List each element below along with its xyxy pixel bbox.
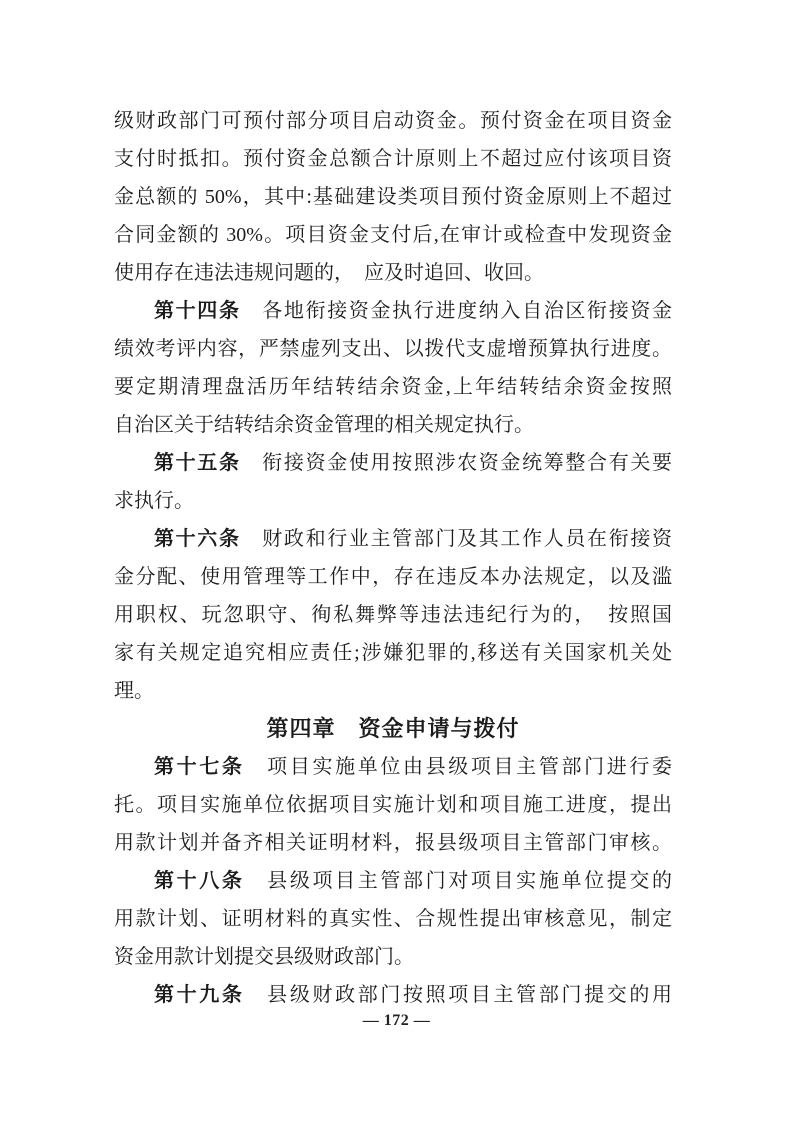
article-number: 第十五条 [154, 452, 241, 474]
text-line: 支付时抵扣。预付资金总额合计原则上不超过应付该项目资 [114, 148, 672, 170]
text-line: 级财政部门可预付部分项目启动资金。预付资金在项目资金 [114, 110, 672, 132]
text-line: 理。 [114, 680, 154, 702]
text-line: 合同金额的 30%。项目资金支付后,在审计或检查中发现资金 [114, 224, 672, 246]
text-line: 第十七条 项目实施单位由县级项目主管部门进行委 [154, 756, 673, 778]
text-line: 用款计划并备齐相关证明材料，报县级项目主管部门审核。 [114, 832, 672, 854]
text-line: 第十四条 各地衔接资金执行进度纳入自治区衔接资金 [154, 300, 673, 322]
article-number: 第十六条 [154, 528, 241, 550]
article-number: 第十八条 [154, 870, 245, 892]
paragraph [114, 102, 672, 292]
text-line: 资金用款计划提交县级财政部门。 [114, 946, 414, 968]
paragraph [114, 444, 672, 520]
text-line: 第十五条 衔接资金使用按照涉农资金统筹整合有关要 [154, 452, 673, 474]
article-number: 第十四条 [154, 300, 241, 322]
document-text [114, 102, 672, 1014]
text-line: 家有关规定追究相应责任;涉嫌犯罪的,移送有关国家机关处 [114, 642, 672, 664]
paragraph [114, 748, 672, 862]
article-number: 第十七条 [154, 756, 245, 778]
article-number: 第十九条 [154, 984, 245, 1006]
text-line: 用职权、玩忽职守、徇私舞弊等违法违纪行为的， 按照国 [114, 604, 672, 626]
text-line: 要定期清理盘活历年结转结余资金,上年结转结余资金按照 [114, 376, 672, 398]
text-line: 金总额的 50%，其中:基础建设类项目预付资金原则上不超过 [114, 186, 672, 208]
chapter-heading: 第四章 资金申请与拨付 [266, 716, 520, 741]
text-line: 自治区关于结转结余资金管理的相关规定执行。 [114, 414, 534, 436]
paragraph [114, 520, 672, 710]
text-line: 绩效考评内容，严禁虚列支出、以拨代支虚增预算执行进度。 [114, 338, 672, 360]
text-line: 第十九条 县级财政部门按照项目主管部门提交的用 [154, 984, 673, 1006]
paragraph [114, 862, 672, 976]
text-line: 用款计划、证明材料的真实性、合规性提出审核意见，制定 [114, 908, 672, 930]
text-line: 使用存在违法违规问题的， 应及时追回、收回。 [114, 262, 544, 284]
text-line: 第十八条 县级项目主管部门对项目实施单位提交的 [154, 870, 673, 892]
paragraph [114, 292, 672, 444]
text-line: 托。项目实施单位依据项目实施计划和项目施工进度，提出 [114, 794, 672, 816]
page-number: — 172 — [362, 1012, 431, 1029]
paragraph [114, 976, 672, 1014]
text-line: 第十六条 财政和行业主管部门及其工作人员在衔接资 [154, 528, 673, 550]
text-line: 金分配、使用管理等工作中，存在违反本办法规定，以及滥 [114, 566, 672, 588]
text-line: 求执行。 [114, 490, 194, 512]
